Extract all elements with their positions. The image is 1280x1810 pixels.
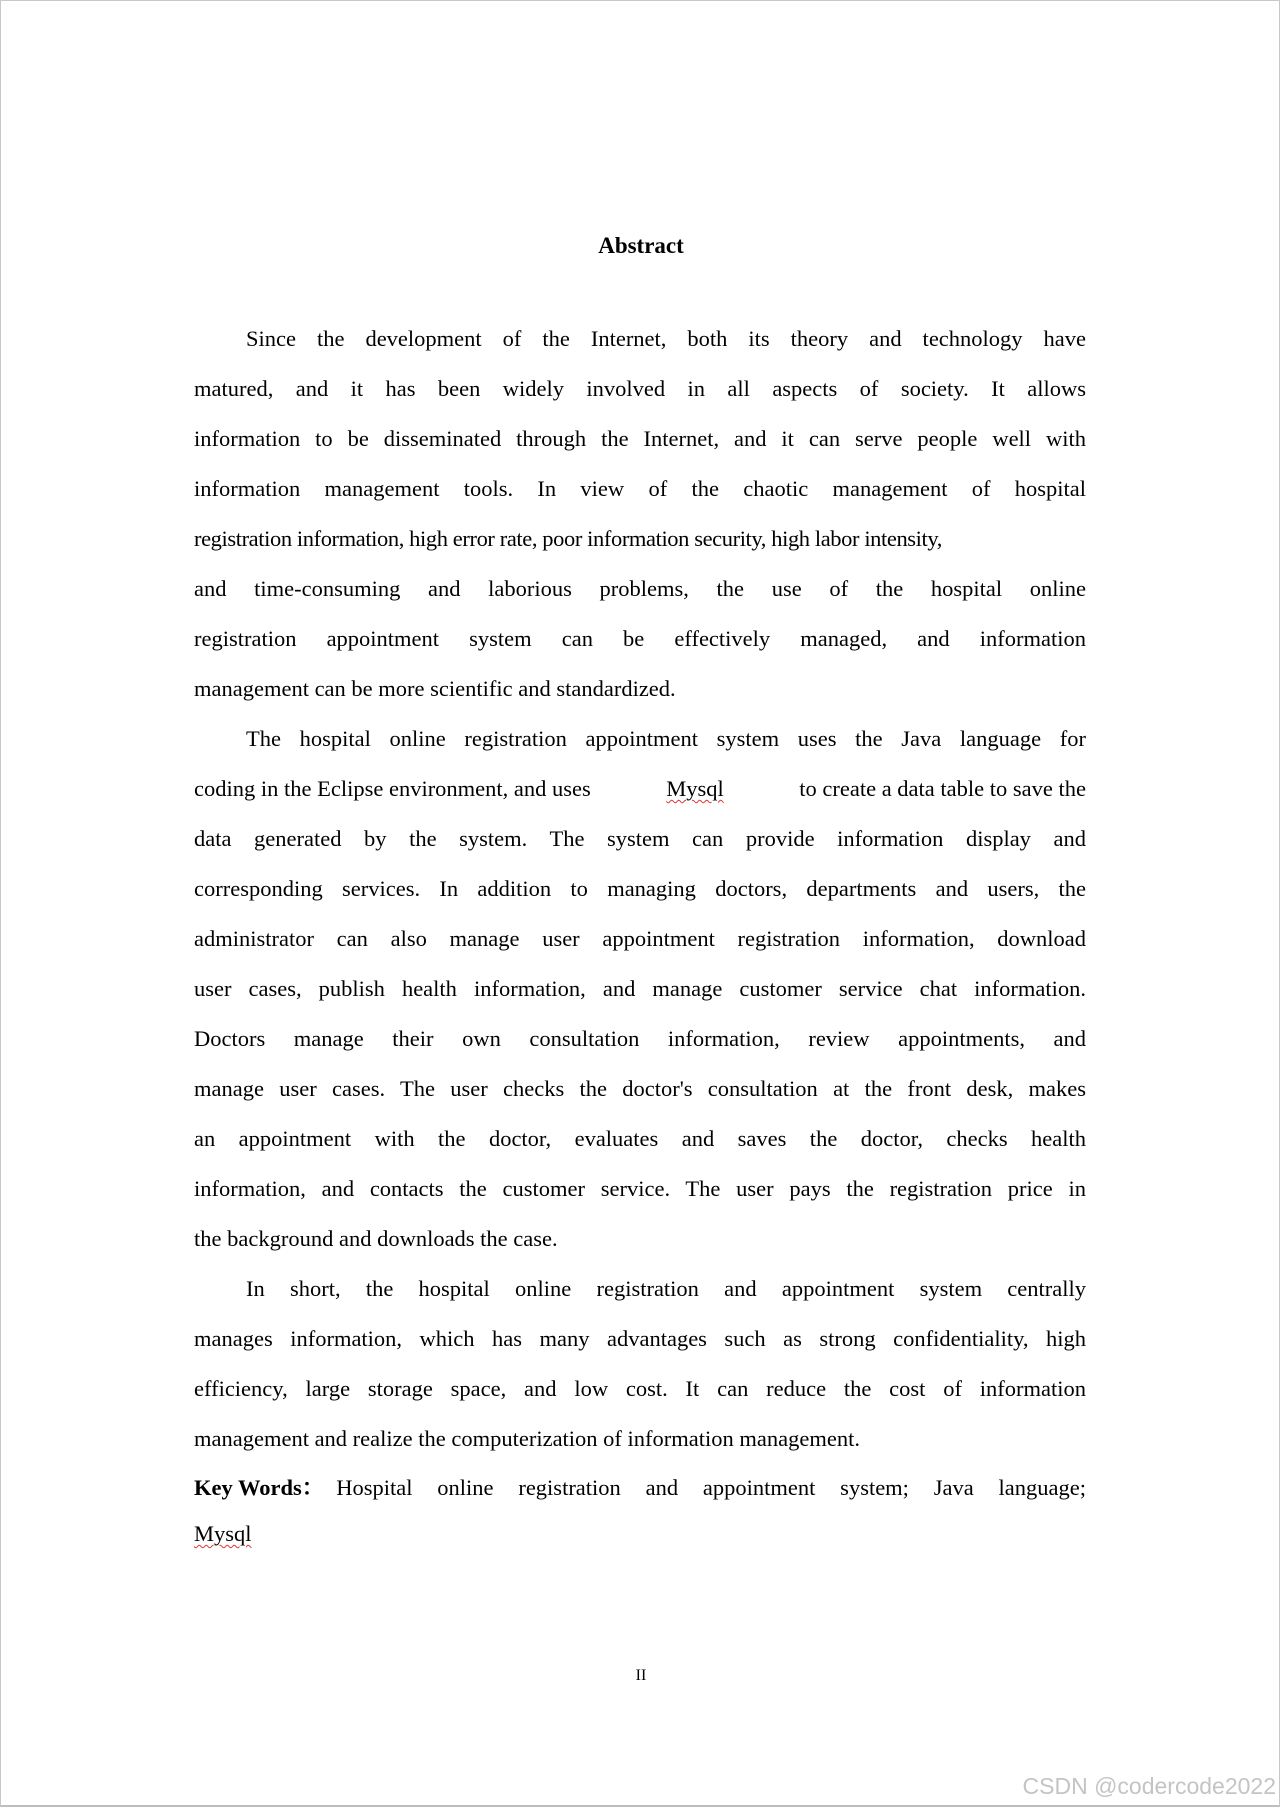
spellcheck-word: Mysql — [666, 776, 724, 801]
text-line: administrator can also manage user appointment registration information, download — [194, 926, 1086, 951]
keywords-text: Hospital online registration and appointment system; Java language; — [336, 1475, 1086, 1500]
page-number: II — [635, 1667, 647, 1684]
text-line: information management tools. In view of the chaotic management of hospital — [194, 476, 1086, 501]
text-line: and time-consuming and laborious problems, the use of the hospital online — [194, 576, 1086, 601]
text-line: information, and contacts the customer service. The user pays the registration price in — [194, 1176, 1086, 1201]
text-line: registration information, high error rate, poor information security, high labor intensity, — [194, 526, 942, 551]
text-line: an appointment with the doctor, evaluates and saves the doctor, checks health — [194, 1126, 1086, 1151]
text-line: manages information, which has many advantages such as strong confidentiality, high — [194, 1326, 1086, 1351]
keywords-line — [194, 1519, 1086, 1549]
text-line — [194, 774, 1086, 804]
text-segment: coding in the Eclipse environment, and uses — [194, 776, 591, 801]
text-line: information to be disseminated through the Internet, and it can serve people well with — [194, 426, 1086, 451]
text-line: corresponding services. In addition to managing doctors, departments and users, the — [194, 876, 1086, 901]
spellcheck-word: Mysql — [194, 1521, 252, 1546]
text-line: the background and downloads the case. — [194, 1226, 558, 1251]
text-line: Since the development of the Internet, both its theory and technology have — [246, 326, 1086, 351]
text-line: management and realize the computerization of information management. — [194, 1426, 860, 1451]
text-line: efficiency, large storage space, and low cost. It can reduce the cost of information — [194, 1376, 1086, 1401]
keywords-line — [194, 1473, 1086, 1503]
text-line: Doctors manage their own consultation information, review appointments, and — [194, 1026, 1086, 1051]
abstract-title: Abstract — [598, 233, 684, 258]
text-line: matured, and it has been widely involved in all aspects of society. It allows — [194, 376, 1086, 401]
text-line: manage user cases. The user checks the doctor's consultation at the front desk, makes — [194, 1076, 1086, 1101]
text-line: user cases, publish health information, and manage customer service chat information. — [194, 976, 1086, 1001]
text-line: The hospital online registration appointment system uses the Java language for — [246, 726, 1086, 751]
text-line: In short, the hospital online registration and appointment system centrally — [246, 1276, 1086, 1301]
watermark: CSDN @codercode2022 — [1022, 1773, 1276, 1799]
text-segment: to create a data table to save the — [799, 776, 1086, 801]
text-line: registration appointment system can be effectively managed, and information — [194, 626, 1086, 651]
keywords-label: Key Words： — [194, 1475, 325, 1500]
text-line: management can be more scientific and standardized. — [194, 676, 676, 701]
text-line: data generated by the system. The system can provide information display and — [194, 826, 1086, 851]
